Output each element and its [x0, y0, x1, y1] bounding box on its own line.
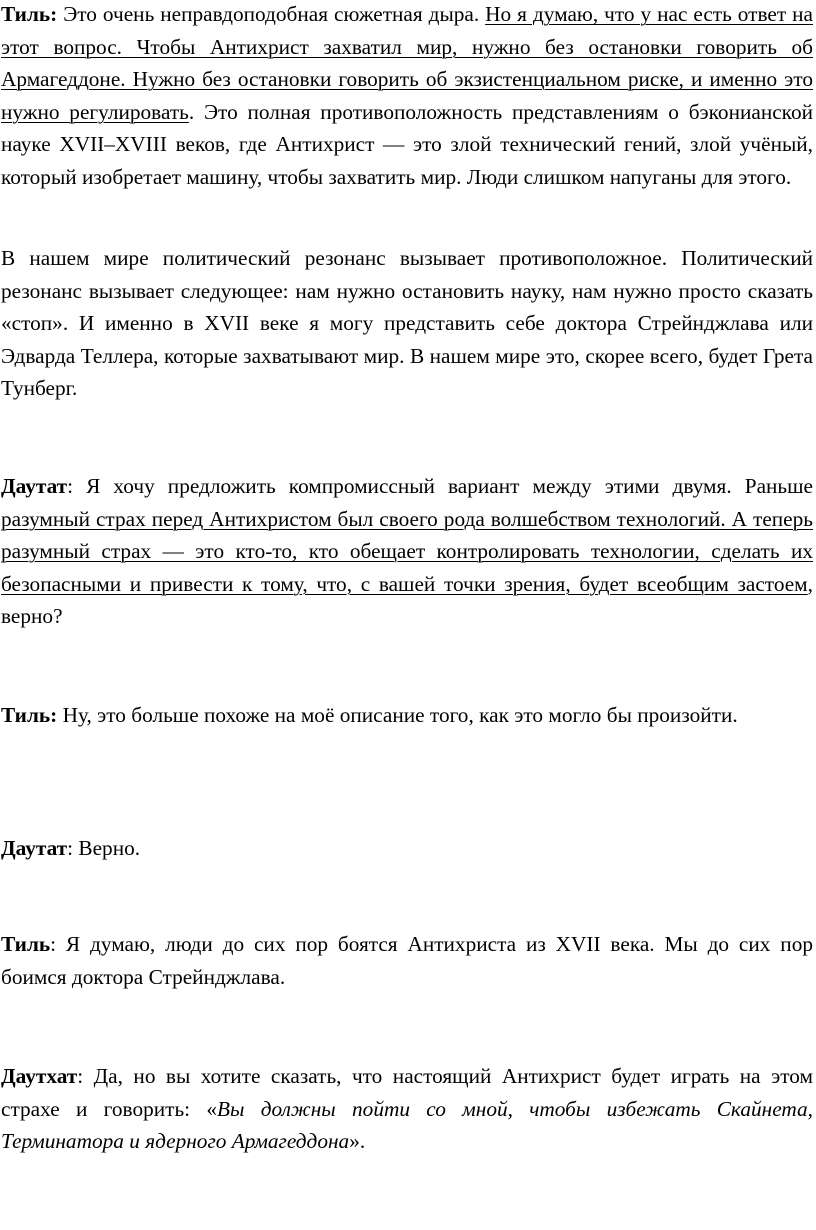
paragraph-text: , верно?: [1, 571, 813, 628]
paragraph-text: Ну, это больше похоже на моё описание того, как это могло бы произойти.: [57, 703, 738, 727]
paragraph-2: [1, 242, 813, 405]
paragraph-text: : Да, но вы хотите сказать, что настоящий Антихрист будет играть на этом страхе и говорить: «: [1, 1064, 813, 1121]
paragraph-3: [1, 470, 813, 633]
speaker-label: Даутат: [1, 836, 68, 860]
speaker-label: Тиль:: [1, 2, 58, 26]
paragraph-text: В нашем мире политический резонанс вызывает противоположное. Политический резонанс вызывает следующее: нам нужно остановить науку, нам нужно просто сказать «стоп». И именно в XVII веке я могу представить себе доктора Стрейнджлава или Эдварда Теллера, которые захватывают мир. В нашем мире это, скорее всего, будет Грета Тунберг.: [1, 246, 813, 400]
paragraph-text: : Я хочу предложить компромиссный вариант между этими двумя. Раньше: [67, 474, 813, 498]
underlined-passage: Но я думаю, что у нас есть ответ на этот вопрос. Чтобы Антихрист захватил мир, нужно без остановки говорить об Армагеддоне. Нужно без остановки говорить об экзистенциальном риске, и именно это нужно регулировать: [1, 2, 813, 124]
paragraph-6: [1, 928, 813, 993]
paragraph-text: : Верно.: [67, 836, 141, 860]
speaker-label: Даутат: [1, 474, 68, 498]
underlined-passage: разумный страх перед Антихристом был своего рода волшебством технологий. А теперь разумный страх — это кто-то, кто обещает контролировать технологии, сделать их безопасными и привести к тому, что, с вашей точки зрения, будет всеобщим застоем: [1, 506, 813, 596]
paragraph-7: [1, 1060, 813, 1158]
speaker-label: Тиль: [1, 932, 51, 956]
paragraph-text: . Это полная противоположность представлениям о бэконианской науке XVII–XVIII веков, где Антихрист — это злой технический гений, злой учёный, который изобретает машину, чтобы захватить мир. Люди слишком напуганы для этого.: [1, 99, 813, 189]
speaker-label: Даутхат: [1, 1064, 78, 1088]
paragraph-text: ».: [349, 1129, 366, 1153]
paragraph-text: : Я думаю, люди до сих пор боятся Антихриста из XVII века. Мы до сих пор боимся доктора Стрейнджлава.: [1, 932, 813, 989]
speaker-label: Тиль:: [1, 703, 58, 727]
paragraph-text: Это очень неправдоподобная сюжетная дыра.: [57, 2, 486, 26]
paragraph-5: [1, 832, 813, 865]
paragraph-4: [1, 699, 813, 732]
italic-quote: Вы должны пойти со мной, чтобы избежать Скайнета, Терминатора и ядерного Армагеддона: [1, 1096, 813, 1153]
paragraph-1: [1, 0, 813, 193]
